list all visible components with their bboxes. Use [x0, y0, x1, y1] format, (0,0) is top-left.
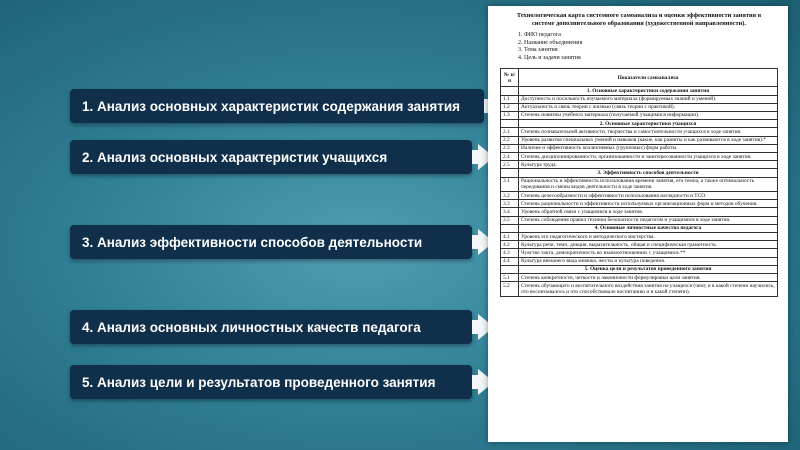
title-line-1: Технологическая карта системного самоанализа и оценки эффективности занятия в — [516, 12, 762, 19]
document-field: 2. Название объединения — [518, 39, 583, 46]
row-text: Степень обучающего и воспитательного воздействия занятия на учащихся (чему и в какой степени научились, что воспитывалось и что способствовало воспитанию и в какой степени). — [519, 282, 778, 296]
row-text: 3. Эффективность способов деятельности — [519, 169, 778, 177]
row-text: Степень рациональности и эффективности используемых организационных форм и методов обучения. — [519, 200, 778, 208]
row-number: 3.2 — [501, 192, 519, 200]
table-section-row — [501, 169, 778, 177]
row-number: 3.5 — [501, 216, 519, 224]
row-number — [501, 120, 519, 128]
document-title — [500, 12, 778, 28]
document-page — [488, 6, 788, 442]
table-row — [501, 103, 778, 111]
row-text: 5. Оценка цели и результатов проведенного занятия — [519, 265, 778, 273]
table-row — [501, 233, 778, 241]
row-text: Доступность и посильность изучаемого материала (формируемых знаний и умений). — [519, 95, 778, 103]
row-number: 2.5 — [501, 161, 519, 169]
table-row — [501, 192, 778, 200]
document-field: 1. ФИО педагога — [518, 32, 561, 38]
row-text: Уровень обратной связи с учащимися в ходе занятия. — [519, 208, 778, 216]
row-number: 4.1 — [501, 233, 519, 241]
label-goal-analysis: 5. Анализ цели и результатов проведенного занятия — [70, 365, 472, 399]
row-text: Чувство такта, демократичность во взаимоотношениях с учащимися.** — [519, 249, 778, 257]
row-text: Уровень развития специальных умений и навыков (какие, как развиты и как развиваются в ходе занятия).* — [519, 136, 778, 144]
table-row — [501, 241, 778, 249]
document-field: 4. Цель и задачи занятия — [518, 54, 581, 61]
row-number: 5.2 — [501, 282, 519, 296]
title-line-2: системе дополнительного образования (художественной направленности). — [531, 20, 747, 27]
table-section-row — [501, 87, 778, 95]
table-section-row — [501, 224, 778, 232]
col-number-header: № п/п — [501, 69, 519, 87]
row-number: 2.3 — [501, 144, 519, 152]
row-number: 4.3 — [501, 249, 519, 257]
table-row — [501, 208, 778, 216]
table-row — [501, 144, 778, 152]
row-number: 1.1 — [501, 95, 519, 103]
row-number: 2.2 — [501, 136, 519, 144]
row-text: Уровень его педагогического и методического мастерства. — [519, 233, 778, 241]
label-teacher-analysis: 4. Анализ основных личностных качеств педагога — [70, 310, 472, 344]
table-section-row — [501, 120, 778, 128]
label-students-analysis: 2. Анализ основных характеристик учащихся — [70, 140, 472, 174]
row-number — [501, 224, 519, 232]
table-row — [501, 200, 778, 208]
row-number: 4.4 — [501, 257, 519, 265]
row-number: 3.1 — [501, 177, 519, 191]
row-text: Степень целесообразности и эффективности использования наглядности и ТСО. — [519, 192, 778, 200]
row-number: 1.2 — [501, 103, 519, 111]
row-number: 3.4 — [501, 208, 519, 216]
table-row — [501, 153, 778, 161]
row-number: 3.3 — [501, 200, 519, 208]
row-text: Культура речи, темп, дикция, выразительность, общая и специфическая грамотность. — [519, 241, 778, 249]
indicators-table — [500, 68, 778, 296]
row-text: 2. Основные характеристики учащихся — [519, 120, 778, 128]
row-number: 4.2 — [501, 241, 519, 249]
row-text: 4. Основные личностные качества педагога — [519, 224, 778, 232]
row-text: Актуальность и связь теории с жизнью (связь теории с практикой). — [519, 103, 778, 111]
row-text: Наличие и эффективность коллективных (групповых) форм работы. — [519, 144, 778, 152]
row-number: 2.1 — [501, 128, 519, 136]
table-row — [501, 257, 778, 265]
table-row — [501, 177, 778, 191]
table-row — [501, 136, 778, 144]
table-row — [501, 128, 778, 136]
table-row — [501, 161, 778, 169]
table-section-row — [501, 265, 778, 273]
row-number: 2.4 — [501, 153, 519, 161]
document-field: 3. Тема занятия — [518, 47, 558, 54]
row-number: 1.3 — [501, 111, 519, 119]
label-content-analysis: 1. Анализ основных характеристик содержания занятия — [70, 89, 484, 123]
row-text: 1. Основные характеристики содержания занятия — [519, 87, 778, 95]
row-number — [501, 87, 519, 95]
table-row — [501, 216, 778, 224]
row-text: Культура внешнего вида мимика, жесты и культура поведения. — [519, 257, 778, 265]
col-indicators-header: Показатели самоанализа — [519, 69, 778, 87]
table-row — [501, 111, 778, 119]
row-number — [501, 169, 519, 177]
row-text: Степень познавательной активности, творчества и самостоятельности учащихся в ходе занятия. — [519, 128, 778, 136]
row-number: 5.1 — [501, 274, 519, 282]
table-row — [501, 274, 778, 282]
table-row — [501, 95, 778, 103]
table-row — [501, 249, 778, 257]
row-text: Культура труда. — [519, 161, 778, 169]
document-fields — [518, 32, 778, 62]
row-text: Рациональность и эффективность использования времени занятия, его темпа, а также оптимальность чередования и смены видов деятельности в ходе занятия. — [519, 177, 778, 191]
row-text: Степень соблюдения правил техники безопасности педагогом и учащимися в ходе занятия. — [519, 216, 778, 224]
row-text: Степень дисциплинированности, организованности и заинтересованности учащихся в ходе занятия. — [519, 153, 778, 161]
row-text: Степень конкретности, четкости и лаконичности формулировки цели занятия. — [519, 274, 778, 282]
row-text: Степень новизны учебного материала (получаемой учащимися информации). — [519, 111, 778, 119]
label-methods-analysis: 3. Анализ эффективности способов деятельности — [70, 225, 472, 259]
table-row — [501, 282, 778, 296]
row-number — [501, 265, 519, 273]
